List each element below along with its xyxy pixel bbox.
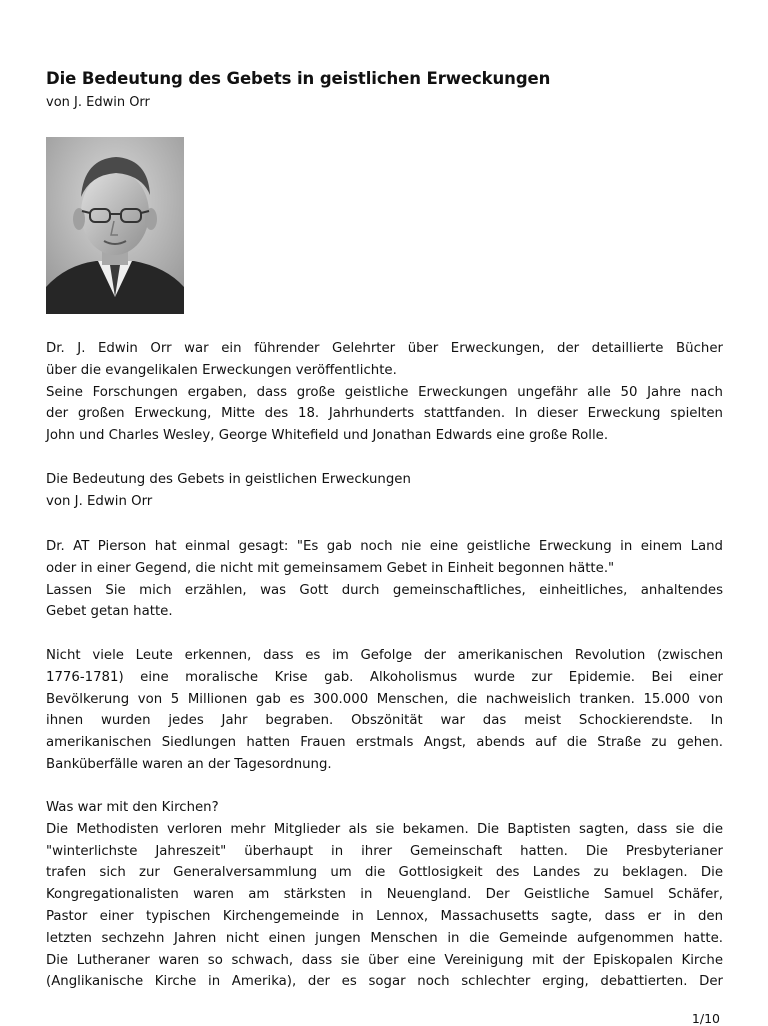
text-line: der großen Erweckung, Mitte des 18. Jahrhunderts stattfanden. In dieser Erweckung spielten: [46, 406, 723, 422]
text-line: (Anglikanische Kirche in Amerika), der es sogar noch schlechter erging, debattierten. Der: [46, 974, 723, 990]
text-line: Banküberfälle waren an der Tagesordnung.: [46, 756, 332, 772]
text-line: Die Lutheraner waren so schwach, dass sie über eine Vereinigung mit der Episkopalen Kirche: [46, 952, 723, 968]
page-number: 1/10: [691, 1011, 720, 1026]
text-line: Die Methodisten verloren mehr Mitglieder als sie bekamen. Die Baptisten sagten, dass sie die: [46, 821, 723, 837]
text-line: Was war mit den Kirchen?: [46, 800, 219, 815]
text-line: Lassen Sie mich erzählen, was Gott durch gemeinschaftliches, einheitliches, anhaltendes: [46, 582, 723, 598]
text-line: Die Bedeutung des Gebets in geistlichen Erweckungen: [46, 472, 411, 487]
text-line: Dr. J. Edwin Orr war ein führender Gelehrter über Erweckungen, der detaillierte Bücher: [46, 341, 723, 356]
text-line: John und Charles Wesley, George Whitefield und Jonathan Edwards eine große Rolle.: [46, 428, 609, 444]
text-line: Seine Forschungen ergaben, dass große geistliche Erweckungen ungefähr alle 50 Jahre nach: [46, 384, 723, 400]
text-line: trafen sich zur Generalversammlung um die Gottlosigkeit des Landes zu beklagen. Die: [46, 865, 723, 881]
text-line: oder in einer Gegend, die nicht mit gemeinsamem Gebet in Einheit begonnen hätte.": [46, 560, 615, 576]
text-line: amerikanischen Siedlungen hatten Frauen erstmals Angst, abends auf die Straße zu gehen.: [46, 735, 723, 751]
text-line: Bevölkerung von 5 Millionen gab es 300.000 Menschen, die nachweislich tranken. 15.000 von: [46, 691, 723, 707]
paragraph-pierson-quote: [46, 536, 723, 623]
document-title: Die Bedeutung des Gebets in geistlichen Erweckungen: [46, 69, 551, 88]
paragraph-churches: [46, 797, 723, 993]
paragraph-intro: [46, 338, 723, 447]
text-line: Nicht viele Leute erkennen, dass es im Gefolge der amerikanischen Revolution (zwischen: [46, 648, 723, 663]
text-line: letzten sechzehn Jahren nicht einen jungen Menschen in die Gemeinde aufgenommen hatte.: [46, 930, 723, 946]
text-line: Pastor einer typischen Kirchengemeinde in Lennox, Massachusetts sagte, dass er in den: [46, 908, 723, 924]
text-line: über die evangelikalen Erweckungen veröffentlichte.: [46, 362, 397, 378]
text-line: "winterlichste Jahreszeit" überhaupt in ihrer Gemeinschaft hatten. Die Presbyterianer: [46, 843, 723, 859]
text-line: Gebet getan hatte.: [46, 604, 173, 620]
text-line: 1776-1781) eine moralische Krise gab. Alkoholismus wurde zur Epidemie. Bei einer: [46, 669, 723, 685]
text-line: ihnen wurden jedes Jahr begraben. Obszönität war das meist Schockierendste. In: [46, 713, 723, 729]
portrait-photo: [46, 137, 184, 314]
text-line: von J. Edwin Orr: [46, 493, 153, 509]
paragraph-moral-crisis: [46, 645, 723, 776]
portrait-icon: [46, 137, 184, 314]
author-line: von J. Edwin Orr: [46, 95, 150, 110]
paragraph-heading-repeat: [46, 469, 723, 513]
text-line: Kongregationalisten waren am stärksten in Neuengland. Der Geistliche Samuel Schäfer,: [46, 887, 723, 903]
text-line: Dr. AT Pierson hat einmal gesagt: "Es gab noch nie eine geistliche Erweckung in einem Land: [46, 539, 723, 554]
